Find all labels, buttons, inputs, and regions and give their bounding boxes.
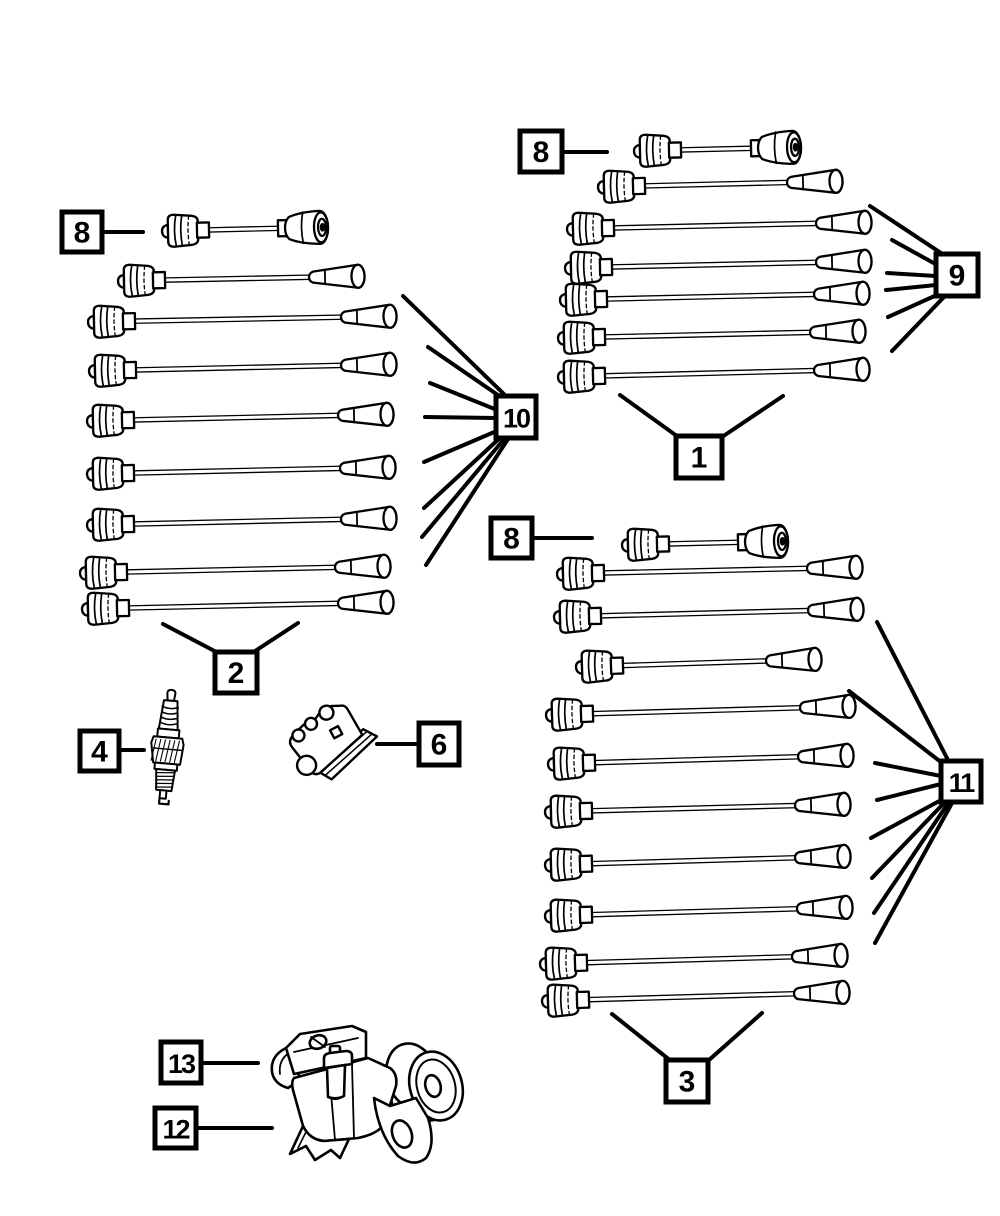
callout-spark-plug[interactable] (80, 731, 144, 771)
callout-top-right-wire-set[interactable] (620, 395, 783, 478)
callout-label: 8 (503, 522, 520, 556)
leader-line (403, 296, 509, 399)
callout-label: 11 (948, 768, 974, 798)
spark-plug-wire (545, 891, 853, 932)
callout-label: 3 (678, 1065, 696, 1099)
leader-line (430, 383, 502, 412)
callout-label: 2 (227, 657, 245, 690)
callout-mid-right-terminals[interactable] (849, 622, 981, 943)
spark-plug-wire (554, 593, 864, 633)
spark-plug-wire (87, 398, 394, 437)
callout-label: 8 (532, 136, 550, 169)
spark-plug-wire (88, 300, 397, 338)
coil-wire (162, 211, 329, 248)
leader-line (871, 799, 943, 838)
spark-plug-wire (575, 643, 822, 683)
callout-left-coil-wire[interactable] (62, 212, 143, 252)
callout-ignition-coil[interactable] (155, 1108, 272, 1148)
callout-mid-right-wire-set[interactable] (612, 1013, 762, 1102)
leader-line (887, 273, 936, 276)
spark-plug-wire (548, 739, 854, 780)
callout-left-wire-set[interactable] (163, 623, 298, 693)
leader-line (612, 1014, 671, 1061)
spark-plug-drawing (146, 689, 188, 806)
spark-plug-wire (567, 206, 872, 245)
spark-plug-wire (540, 939, 848, 980)
spark-plug-wire (89, 348, 397, 387)
leader-line (719, 396, 783, 439)
spark-plug-wire (598, 165, 843, 203)
callout-label: 13 (167, 1049, 195, 1079)
callout-coil-bracket[interactable] (161, 1042, 258, 1083)
leader-line (874, 802, 949, 913)
leader-line (620, 395, 681, 439)
leader-line (888, 294, 939, 317)
spark-plug-wire (565, 245, 872, 284)
top-right-v6-set (558, 131, 872, 393)
coil-wire (622, 525, 789, 562)
spark-plug-wire (118, 260, 365, 297)
callout-mid-right-coil-wire[interactable] (491, 518, 592, 558)
callout-label: 6 (430, 728, 448, 762)
spark-plug-wire (545, 840, 851, 881)
callout-label: 12 (162, 1114, 189, 1145)
leader-line (877, 784, 941, 800)
spark-plug-wire (542, 976, 850, 1017)
callout-label: 4 (91, 735, 108, 769)
callout-label: 9 (948, 259, 966, 293)
spark-plug-wire (80, 550, 391, 589)
callout-wire-clip[interactable] (377, 723, 459, 765)
mid-right-v10-set (540, 525, 864, 1017)
callout-top-right-terminals[interactable] (870, 206, 978, 351)
spark-plug-wire (558, 353, 870, 393)
spark-plug-wire (87, 451, 396, 490)
leader-line (425, 417, 496, 418)
spark-plug-wire (558, 315, 866, 354)
callout-label: 10 (502, 403, 530, 434)
coil-wire (634, 131, 802, 168)
ignition-coil-assembly-drawing (272, 1026, 471, 1163)
spark-plug-wire (545, 788, 851, 828)
callout-label: 8 (73, 216, 91, 250)
callout-label: 1 (690, 441, 708, 475)
wire-clip-drawing (277, 691, 382, 792)
spark-plug-wire (560, 277, 870, 316)
callout-top-right-coil-wire[interactable] (520, 131, 607, 172)
leader-line (875, 763, 941, 776)
left-v8-set (80, 211, 397, 625)
leader-line (892, 240, 939, 266)
spark-plug-wire (87, 502, 397, 541)
leader-line (709, 1013, 762, 1060)
spark-plug-wire (546, 690, 856, 731)
leader-line (872, 801, 946, 878)
spark-plug-wire (557, 551, 863, 590)
spark-plug-wire (82, 586, 394, 625)
leader-line (886, 285, 936, 290)
leader-line (875, 803, 952, 943)
